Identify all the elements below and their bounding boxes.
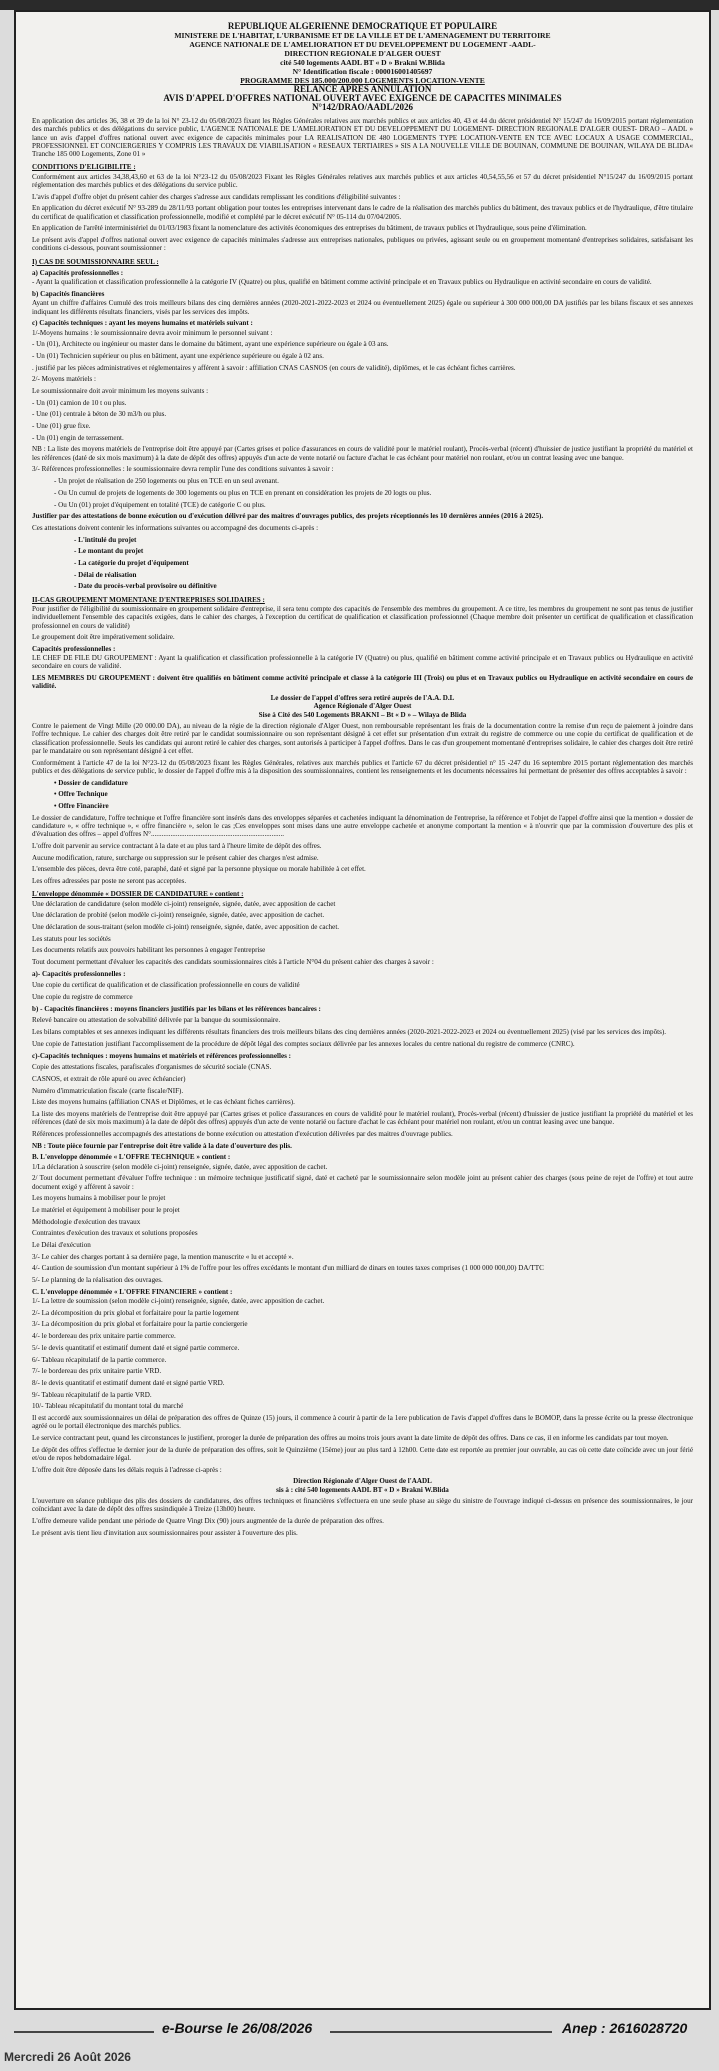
attestation-item: - Délai de réalisation — [74, 570, 137, 579]
envelope-line: Aucune modification, rature, surcharge ou suppression sur le présent cahier des charges n'est admise. — [32, 853, 319, 862]
technical-capacity-title: c) Capacités techniques : ayant les moyens humains et matériels suivant : — [32, 319, 253, 328]
financial-offer-line: 10/- Tableau récapitulatif du montant total du marché — [32, 1402, 184, 1411]
reference-option: - Un projet de réalisation de 250 logements ou plus en TCE en un seul avenant. — [54, 477, 279, 486]
header-line-ministry: MINISTERE DE L'HABITAT, L'URBANISME ET DE LA VILLE ET DE L'AMENAGEMENT DU TERRITOIRE — [174, 31, 551, 40]
header-line-relance: RELANCE APRES ANNULATION — [293, 84, 432, 94]
reference-option: - Ou Un (01) projet d'équipement en totalité (TCE) de catégorie C ou plus. — [54, 500, 266, 509]
financial-offer-line: 3/- La décomposition du prix global et forfaitaire pour la partie conciergerie — [32, 1320, 248, 1329]
candidature-line: c)-Capacités techniques : moyens humains et matériels et références professionnelles : — [32, 1051, 292, 1060]
technical-offer-line: 3/- Le cahier des charges portant à sa dernière page, la mention manuscrite « lu et accepté ». — [32, 1252, 294, 1261]
attestation-item: - Le montant du projet — [74, 547, 144, 556]
candidature-line: b) - Capacités financières : moyens financiers justifiés par les bilans et les références bancaires : — [32, 1004, 321, 1013]
group-members-text: LES MEMBRES DU GROUPEMENT : doivent être qualifiés en bâtiment comme activité principale et classe à la catégorie III (Trois) ou plus et en Travaux publics ou Hydraulique en activité secondaire en cours de validité. — [32, 674, 693, 691]
candidature-line: La liste des moyens matériels de l'entreprise doit être appuyé par (Cartes grises et police d'assurances en cours de validité pour le matériel roulant), Procès-verbal (récent) d'huissier de justice justifiant la propriété du matériel et les références (daté de six mois maximum) à la date de dépôt des offres) appuyés d'un acte de vente notarié ou facture d'achat le cas échéant pour matériel non roulant, et/ou un contrat leasing avec une banque. — [32, 1109, 693, 1127]
financial-offer-title: C. L'enveloppe dénommée « L'OFFRE FINANCIERE » contient : — [32, 1287, 233, 1296]
candidature-line: Les bilans comptables et ses annexes indiquant les différents résultats financiers des trois meilleurs bilans des cinq dernières années (2020-2021-2022-2023 et 2024 ou éventuellement 2025) (visé par les services des impôts). — [32, 1028, 667, 1037]
technical-offer-line: 5/- Le planning de la réalisation des ouvrages. — [32, 1276, 163, 1285]
issue-date: Mercredi 26 Août 2026 — [4, 2050, 131, 2064]
closing-paragraph: Le dépôt des offres s'effectue le dernier jour de la durée de préparation des offres, soit le Quinzième (15ème) jour au plus tard à 12h00. Cette date est reportée au premier jour ouvrable, au cas où cette date coïncide avec un jour férié et/ou de repos hebdomadaire légal. — [32, 1445, 693, 1462]
notice-header — [32, 22, 693, 112]
technical-offer-line: 1/La déclaration à souscrire (selon modèle ci-joint) renseignée, signée, datée, avec apposition de cachet. — [32, 1162, 328, 1171]
group-text: Pour justifier de l'éligibilité du soumissionnaire en groupement solidaire d'entreprise, il sera tenu compte des capacités de l'ensemble des membres du groupement. A ce titre, les membres du groupement ne sont pas tenus de justifier individuellement l'ensemble des capacités exigées, dans le cahier des charges, à l'exception du certificat de qualification et classification professionnel (Chaque membre doit présenter un certificat de qualification et classification professionnel en cours de validité) — [32, 604, 693, 630]
candidature-line: Une déclaration de candidature (selon modèle ci-joint) renseignée, signée, datée, avec apposition de cachet — [32, 899, 336, 908]
financial-capacity-title: b) Capacités financières — [32, 290, 105, 298]
technical-line: Le soumissionnaire doit avoir minimum les moyens suivants : — [32, 387, 209, 396]
header-line-avis: AVIS D'APPEL D'OFFRES NATIONAL OUVERT AVEC EXIGENCE DE CAPACITES MINIMALES — [163, 93, 562, 103]
technical-offer-line: Contraintes d'exécution des travaux et solutions proposées — [32, 1229, 198, 1238]
candidature-line: CASNOS, et extrait de rôle apuré ou avec échéancier) — [32, 1074, 186, 1083]
candidature-line: Une déclaration de sous-traitant (selon modèle ci-joint) renseignée, signée, datée, avec apposition de cachet. — [32, 922, 340, 931]
anep-reference: Anep : 2616028720 — [562, 2020, 688, 2036]
conditions-paragraph: En application de l'arrêté interministériel du 01/03/1983 fixant la nomenclature des activités économiques des entreprises du bâtiment, de travaux publics et l'hydraulique, sous peine d'élimination. — [32, 224, 587, 233]
conditions-paragraph: L'avis d'appel d'offre objet du présent cahier des charges s'adresse aux candidats remplissant les conditions d'éligibilité suivantes : — [32, 192, 401, 201]
header-line-republic: REPUBLIQUE ALGERIENNE DEMOCRATIQUE ET POPULAIRE — [227, 21, 498, 31]
deposit-address-line: Direction Régionale d'Alger Ouest de l'AADL — [293, 1477, 432, 1486]
candidature-line: Copie des attestations fiscales, parafiscales d'organismes de sécurité sociale (CNAS. — [32, 1063, 272, 1072]
technical-offer-line: Le Délai d'exécution — [32, 1241, 91, 1250]
dossier-item: • Offre Technique — [54, 790, 108, 799]
financial-offer-line: 2/- La décomposition du prix global et forfaitaire pour la partie logement — [32, 1308, 240, 1317]
technical-line: - Une (01) grue fixe. — [32, 422, 91, 431]
reference-option: - Ou Un cumul de projets de logements de 300 logements ou plus en TCE en prenant en considération les projets de 20 logts ou plus. — [54, 488, 432, 497]
envelope-text: Le dossier de candidature, l'offre technique et l'offre financière sont insérés dans des enveloppes séparées et cachetées indiquant la dénomination de l'entreprise, la référence et l'objet de l'appel d'offre ainsi que la mention « dossier de candidature », « offre technique », « offre financière », selon le cas ;Ces enveloppes sont mises dans une autre enveloppe cachetée et anonyme comportant la mention « à n'ouvrir que par la commission d'ouverture des plis et d'évaluation des offres – appel d'offres N°........................................................................... — [32, 813, 693, 839]
candidature-line: Liste des moyens humains (affiliation CNAS et Diplômes, et le cas échéant fiches carrières). — [32, 1098, 295, 1107]
dossier-item: • Offre Financière — [54, 801, 109, 810]
conditions-paragraph: Le présent avis d'appel d'offres national ouvert avec exigence de capacités minimales s'adresse aux entreprises nationales, publiques ou privées, agissant seule ou en groupement momentané d'entreprises solidaires, satisfaisant les conditions ci-dessous, pouvant soumissionner : — [32, 236, 693, 253]
group-capacity-title: Capacités professionnelles : — [32, 644, 116, 653]
technical-line: - Un (01) Technicien supérieur ou plus en bâtiment, ayant une expérience supérieure ou égale à 02 ans. — [32, 351, 324, 360]
final-paragraph: L'offre demeure valide pendant une période de Quatre Vingt Dix (90) jours augmentée de la durée de préparation des offres. — [32, 1516, 384, 1525]
closing-paragraph: Le service contractant peut, quand les circonstances le justifient, proroger la durée de préparation des offres au moins trois jours avant la date limite de dépôt des offres. Dans ce cas, il en informe les candidats par tout moyen. — [32, 1433, 669, 1442]
financial-offer-line: 8/- le devis quantitatif et estimatif dument daté et signé partie VRD. — [32, 1378, 225, 1387]
envelope-line: L'ensemble des pièces, devra être coté, paraphé, daté et signé par la personne physique ou morale habilitée à cet effet. — [32, 865, 366, 874]
retrieval-heading-line: Le dossier de l'appel d'offres sera retiré auprès de l'A.A. D.L — [270, 694, 455, 703]
candidature-line: Une copie de l'attestation justifiant l'accomplissement de la procédure de dépôt légal des comptes sociaux délivrée par les annexes locales du centre national du registre de commerce (CNRC). — [32, 1039, 575, 1048]
page-top-strip — [0, 0, 719, 10]
header-line-direction: DIRECTION REGIONALE D'ALGER OUEST — [284, 49, 441, 58]
technical-line: 2/- Moyens matériels : — [32, 375, 97, 384]
final-paragraph: L'ouverture en séance publique des plis des dossiers de candidatures, des offres techniques et financières s'effectuera en une seule phase au siège du sinistre de l'ouvrage indiqué ci-dessus en présence des soumissionnaires, le jour coïncidant avec la date de dépôt des offres susindiquée à Treize (13h00) heure. — [32, 1496, 693, 1514]
retrieval-heading — [32, 694, 693, 719]
envelope-line: L'offre doit parvenir au service contractant à la date et au plus tard à l'heure limite de dépôt des offres. — [32, 841, 322, 850]
conditions-paragraph: En application du décret exécutif N° 93-289 du 28/11/93 portant obligation pour toutes les entreprises intervenant dans le cadre de la réalisation des marchés publics du bâtiment, des travaux publics et de l'hydraulique, d'être titulaire du certificat de qualification et classification professionnelle, modifié et complété par le décret exécutif N° 05-114 du 07/04/2005. — [32, 204, 693, 221]
technical-line: - Un (01) camion de 10 t ou plus. — [32, 398, 127, 407]
single-bidder-title: I) CAS DE SOUMISSIONNAIRE SEUL : — [32, 257, 159, 266]
ebourse-label: e-Bourse le 26/08/2026 — [162, 2020, 313, 2036]
closing-paragraph: L'offre doit être déposée dans les délais requis à l'adresse ci-après : — [32, 1465, 222, 1474]
attestation-item: - L'intitulé du projet — [74, 535, 137, 544]
candidature-line: Une copie du registre de commerce — [32, 993, 133, 1002]
closing-paragraph: Il est accordé aux soumissionnaires un délai de préparation des offres de Quinze (15) jours, il commence à courir à partir de la 1ere publication de l'avis d'appel d'offres dans le BOMOP, dans la presse écrite ou la presse électronique agréé ou le portail électronique des marchés publics. — [32, 1413, 693, 1431]
technical-offer-title: B. L'enveloppe dénommée « L'OFFRE TECHNIQUE » contient : — [32, 1153, 231, 1162]
intro-paragraph: En application des articles 36, 38 et 39 de la loi N° 23-12 du 05/08/2023 fixant les Règles Générales relatives aux marchés publics et aux articles 40, 43 et 44 du décret présidentiel N° 15/247 du 16/09/2015 portant réglementation des marchés publics et des délégations du service public, L'AGENCE NATIONALE DE L'AMELIORATION ET DU DEVELOPPEMENT DU LOGEMENT- DIRECTION REGIONALE D'ALGER OUEST- DRAO – AADL » lance un avis d'appel d'offres national ouvert avec exigence de capacités minimales pour LA REALISATION DE 480 LOGEMENTS TYPE LOCATION-VENTE EN TCE AVEC LOCAUX A USAGE COMMERCIAL, PROFESSIONNEL ET CONCIERGERIES Y COMPRIS LES TRAVAUX DE VIABILISATION « RESEAUX TERTIAIRES » SIS A LA NOUVELLE VILLE DE BOUINAN, COMMUNE DE BOUINAN, WILAYA DE BLIDA« Tranche 185 000 Logements, Zone 01 » — [32, 117, 693, 159]
candidature-line: Une déclaration de probité (selon modèle ci-joint) renseignée, signée, datée, avec apposition de cachet. — [32, 911, 325, 920]
attestation-justification: Justifier par des attestations de bonne exécution ou d'exécution délivré par des maitres d'ouvrages publics, des projets réceptionnés les 10 dernières années (2016 à 2025). — [32, 512, 544, 521]
group-text: Le groupement doit être impérativement solidaire. — [32, 633, 175, 642]
conditions-paragraph: Conformément aux articles 34,38,43,60 et 63 de la loi N°23-12 du 05/08/2023 Fixant les Règles Générales relatives aux marchés publics et aux articles 40,54,55,56 et 57 du décret présidentiel N°15/247 du 16/09/2015 portant réglementation des marchés publics et des délégations du service public. — [32, 172, 693, 190]
candidature-title: L'enveloppe dénommée « DOSSIER DE CANDIDATURE » contient : — [32, 890, 244, 899]
conformity-text: Conformément à l'article 47 de la loi N°23-12 du 05/08/2023 fixant les Règles Générales, relatives aux marchés publics et l'article 67 du décret présidentiel n° 15 -247 du 16 septembre 2015 portant réglementation des marchés publics et des délégations de service public, le dossier de l'appel d'offre mis à la disposition des soumissionnaires, contient les renseignements et les documents nécessaires lui permettant de présenter des offres acceptables à savoir : — [32, 758, 693, 775]
group-bidder-title: II-CAS GROUPEMENT MOMENTANE D'ENTREPRISES SOLIDAIRES : — [32, 595, 265, 604]
group-lead-text: LE CHEF DE FILE DU GROUPEMENT : Ayant la qualification et classification professionnelle à la catégorie IV (Quatre) ou plus, qualifié en bâtiment comme activité principale et en Travaux publics ou Hydraulique en activité secondaire en cours de validité. — [32, 654, 693, 671]
technical-line: . justifié par les pièces administratives et réglementaires y afférent à savoir : affiliation CNAS CASNOS (en cours de validité), diplômes, et le cas échéant fiches carrières. — [32, 363, 516, 372]
notice-body — [32, 117, 693, 1537]
financial-offer-line: 9/- Tableau récapitulatif de la partie VRD. — [32, 1390, 152, 1399]
technical-offer-line: 2/ Tout document permettant d'évaluer l'offre technique : un mémoire technique justificatif signé, daté et cacheté par le soumissionnaire selon modèle joint au présent cahier des charges (sous peine de rejet de l'offre) et tout autre document exigé y afférent à savoir : — [32, 1174, 693, 1191]
footer-rule-left — [14, 2031, 154, 2033]
technical-line: 1/-Moyens humains : le soumissionnaire devra avoir minimum le personnel suivant : — [32, 328, 273, 337]
financial-offer-line: 7/- le bordereau des prix unitaire partie VRD. — [32, 1367, 162, 1376]
professional-capacity-title: a) Capacités professionnelles : — [32, 269, 124, 278]
candidature-line: Les documents relatifs aux pouvoirs habilitant les personnes à engager l'entreprise — [32, 946, 266, 955]
header-line-agency: AGENCE NATIONALE DE L'AMELIORATION ET DU DEVELOPPEMENT DU LOGEMENT -AADL- — [189, 40, 536, 49]
technical-offer-line: Le matériel et équipement à mobiliser pour le projet — [32, 1205, 180, 1214]
footer-rule-middle — [330, 2031, 552, 2033]
header-line-programme: PROGRAMME DES 185.000/200.000 LOGEMENTS LOCATION-VENTE — [240, 76, 485, 85]
retrieval-heading-line: Sise à Cité des 540 Logements BRAKNI – Bt « D » – Wilaya de Blida — [258, 710, 467, 719]
header-line-fiscal-id: N° Identification fiscale : 000016001405697 — [292, 67, 433, 76]
candidature-line: a)- Capacités professionnelles : — [32, 969, 126, 978]
candidature-line: Les statuts pour les sociétés — [32, 934, 111, 943]
technical-offer-line: Les moyens humains à mobiliser pour le projet — [32, 1194, 166, 1203]
financial-capacity-text: Ayant un chiffre d'affaires Cumulé des trois meilleurs bilans des cinq dernières années (2020-2021-2022-2023 et 2024 ou éventuellement 2025) égale ou supérieur à 300 000 000,00 DA justifiés par les bilans fiscaux et ses annexes indiquant les différents résultats financiers, visés par les services des impôts. — [32, 299, 693, 316]
dossier-item: • Dossier de candidature — [54, 778, 128, 787]
notice-footer — [14, 2010, 711, 2048]
conditions-title: CONDITIONS D'ELIGIBILITE : — [32, 163, 136, 172]
financial-offer-line: 4/- le bordereau des prix unitaire partie commerce. — [32, 1332, 176, 1341]
technical-line: - Un (01), Architecte ou ingénieur ou master dans le domaine du bâtiment, ayant une expérience supérieure ou égale à 03 ans. — [32, 340, 389, 349]
header-line-reference: N°142/DRAO/AADL/2026 — [311, 102, 414, 112]
technical-offer-line: Méthodologie d'exécution des travaux — [32, 1217, 141, 1226]
retrieval-text: Contre le paiement de Vingt Mille (20 000.00 DA), au niveau de la régie de la direction régionale d'Alger Ouest, non remboursable représentant les frais de la documentation contre la remise d'un reçu de paiement à joindre dans l'offre technique. Le cahier des charges doit être retiré par le candidat soumissionnaire ou son représentant désigné à cet effet sur présentation d'un extrait du registre de commerce ou une copie du certificat de qualification et de classification professionnelle. Seuls les candidats qui auront retiré le cahier des charges, sont autorisés à participer à l'appel d'offres. Dans le cas d'un groupement momentané d'entreprises solidaire, le cahier des charges doit être retiré par le mandataire ou son représentant désigné à cet effet. — [32, 722, 693, 755]
financial-offer-line: 6/- Tableau récapitulatif de la partie commerce. — [32, 1355, 167, 1364]
technical-line: - Un (01) engin de terrassement. — [32, 433, 124, 442]
professional-capacity-text: - Ayant la qualification et classification professionnelle à la catégorie IV (Quatre) ou plus, qualifié en bâtiment comme activité principale et en Travaux publics ou Hydraulique en activité secondaire en cours de validité. — [32, 278, 652, 287]
attestation-intro: Ces attestations doivent contenir les informations suivantes ou accompagné des documents ci-après : — [32, 523, 319, 532]
financial-offer-line: 1/- La lettre de soumission (selon modèle ci-joint) renseignée, signée, datée, avec apposition de cachet. — [32, 1297, 325, 1306]
validity-note: NB : Toute pièce fournie par l'entreprise doit être valide à la date d'ouverture des plis. — [32, 1141, 292, 1150]
attestation-item: - La catégorie du projet d'équipement — [74, 558, 189, 567]
retrieval-heading-line: Agence Régionale d'Alger Ouest — [313, 702, 412, 711]
candidature-line: Une copie du certificat de qualification et de classification professionnelle en cours de validité — [32, 981, 300, 990]
technical-offer-line: 4/- Caution de soumission d'un montant supérieur à 1% de l'offre pour les offres excédants le montant d'un milliard de dinars en toutes taxes comprises (1 000 000 000,00) DA/TTC — [32, 1264, 544, 1273]
deposit-address — [32, 1477, 693, 1494]
candidature-line: Références professionnelles accompagnés des attestations de bonne exécution ou attestation d'exécution délivrées par des maitres d'ouvrage publics. — [32, 1129, 453, 1138]
tender-notice — [14, 10, 711, 2010]
final-paragraph: Le présent avis tient lieu d'invitation aux soumissionnaires pour assister à l'ouverture des plis. — [32, 1528, 298, 1537]
envelope-line: Les offres adressées par poste ne seront pas acceptées. — [32, 877, 187, 885]
technical-line: 3/- Références professionnelles : le soumissionnaire devra remplir l'une des conditions suivantes à savoir : — [32, 465, 334, 474]
attestation-item: - Date du procès-verbal provisoire ou définitive — [74, 582, 217, 591]
candidature-line: Numéro d'immatriculation fiscale (carte fiscale/NIF). — [32, 1086, 184, 1095]
technical-line: NB : La liste des moyens matériels de l'entreprise doit être appuyé par (Cartes grises et police d'assurances en cours de validité pour le matériel roulant), Procès-verbal (récent) d'huissier de justice justifiant la propriété du matériel et les références (daté de six mois maximum) à la date de dépôt des offres) appuyés d'un acte de vente notarié ou facture d'achat le cas échéant pour matériel non roulant, et/ou un contrat leasing avec une banque. — [32, 445, 693, 462]
financial-offer-line: 5/- le devis quantitatif et estimatif dument daté et signé partie commerce. — [32, 1343, 240, 1352]
deposit-address-line: sis à : cité 540 logements AADL BT « D » Brakni W.Blida — [276, 1485, 449, 1494]
header-line-address: cité 540 logements AADL BT « D » Brakni W.Blida — [280, 58, 445, 67]
candidature-line: Tout document permettant d'évaluer les capacités des candidats soumissionnaires cités à l'article N°04 du présent cahier des charges à savoir : — [32, 958, 434, 967]
technical-line: - Une (01) centrale à béton de 30 m3/h ou plus. — [32, 410, 167, 419]
candidature-line: Relevé bancaire ou attestation de solvabilité délivrée par la banque du soumissionnaire. — [32, 1016, 281, 1025]
